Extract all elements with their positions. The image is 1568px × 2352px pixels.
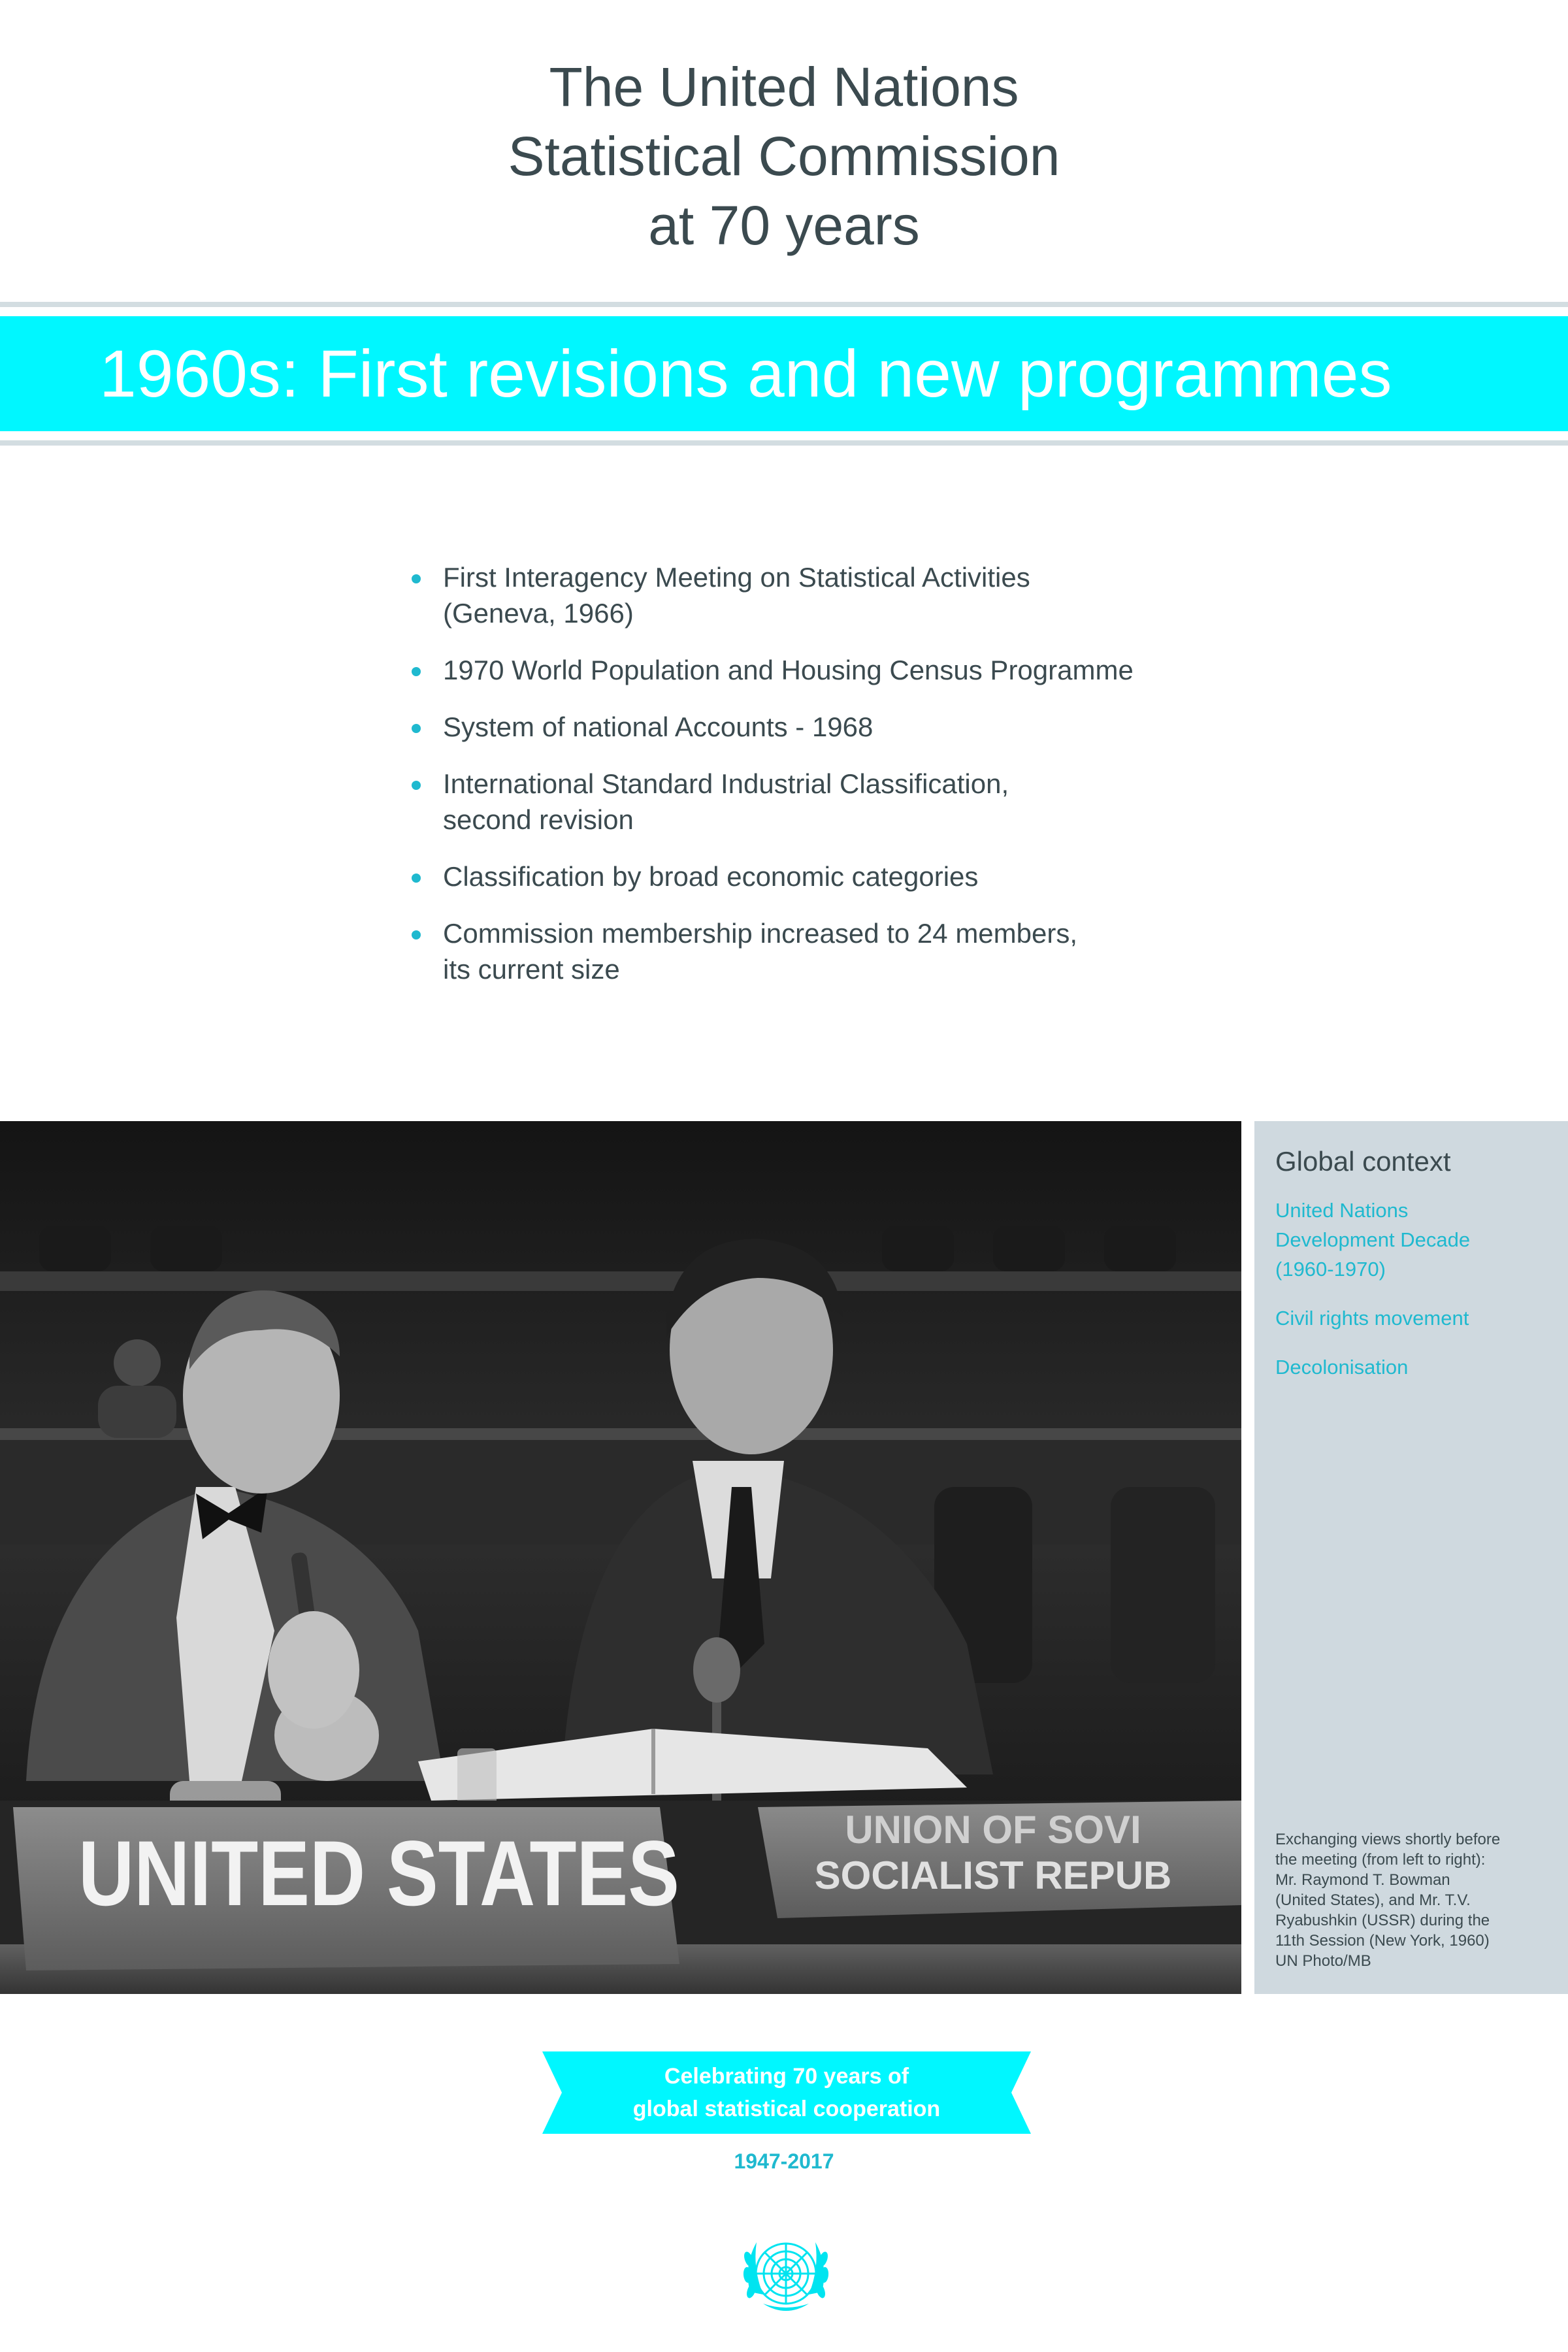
- list-item-line: International Standard Industrial Classification,: [443, 768, 1009, 799]
- ribbon-line-1: Celebrating 70 years of: [664, 2064, 909, 2089]
- bullet-dot-icon: [412, 781, 421, 790]
- bullet-dot-icon: [412, 574, 421, 583]
- list-item-line: 1970 World Population and Housing Census Programme: [443, 655, 1134, 685]
- section-banner: [0, 316, 1568, 431]
- bullet-dot-icon: [412, 874, 421, 883]
- context-item: [1275, 1196, 1550, 1284]
- nameplate-ussr-line-2: SOCIALIST REPUB: [814, 1854, 1172, 1897]
- context-item: [1275, 1303, 1550, 1333]
- nameplate-united-states: UNITED STATES: [78, 1821, 679, 1925]
- celebration-ribbon: [542, 2051, 1031, 2134]
- list-item-line: its current size: [443, 954, 620, 985]
- list-item-line: System of national Accounts - 1968: [443, 711, 874, 742]
- section-title: 1960s: First revisions and new programmes: [99, 336, 1392, 411]
- un-emblem-icon: [737, 2227, 835, 2325]
- list-item: [406, 652, 1256, 688]
- list-item: [406, 858, 1256, 894]
- list-item: [406, 709, 1256, 745]
- highlights-list: [406, 559, 1256, 1008]
- ribbon-line-2: global statistical cooperation: [632, 2097, 941, 2121]
- bullet-dot-icon: [412, 667, 421, 676]
- title-line-1: The United Nations: [549, 56, 1019, 118]
- global-context-sidebar: [1254, 1121, 1568, 1994]
- caption-line: 11th Session (New York, 1960): [1275, 1932, 1490, 1950]
- sidebar-heading: Global context: [1275, 1146, 1451, 1177]
- top-rule: [0, 302, 1568, 307]
- list-item: [406, 766, 1256, 838]
- caption-line: Ryabushkin (USSR) during the: [1275, 1912, 1490, 1929]
- photo-caption: [1275, 1829, 1550, 1971]
- context-item: [1275, 1352, 1550, 1382]
- list-item-line: (Geneva, 1966): [443, 598, 634, 629]
- title-line-3: at 70 years: [648, 195, 920, 256]
- context-item-line: (1960-1970): [1275, 1258, 1386, 1281]
- context-list: [1275, 1196, 1550, 1401]
- caption-line: UN Photo/MB: [1275, 1952, 1371, 1970]
- photo-illustration: [0, 1121, 1241, 1994]
- bullet-dot-icon: [412, 724, 421, 733]
- context-item-line: Decolonisation: [1275, 1356, 1409, 1379]
- bullet-dot-icon: [412, 930, 421, 939]
- list-item: [406, 559, 1256, 631]
- context-item-line: Development Decade: [1275, 1228, 1471, 1251]
- context-item-line: Civil rights movement: [1275, 1307, 1469, 1330]
- nameplate-ussr-line-1: UNION OF SOVI: [845, 1808, 1141, 1852]
- list-item-line: Classification by broad economic categories: [443, 861, 979, 892]
- caption-line: the meeting (from left to right):: [1275, 1851, 1486, 1869]
- page-title: [0, 52, 1568, 260]
- list-item-line: second revision: [443, 804, 634, 835]
- title-line-2: Statistical Commission: [508, 125, 1060, 187]
- bottom-rule: [0, 440, 1568, 446]
- ribbon-text: [542, 2051, 1031, 2134]
- caption-line: (United States), and Mr. T.V.: [1275, 1891, 1471, 1909]
- list-item-line: First Interagency Meeting on Statistical Activities: [443, 562, 1030, 593]
- list-item-line: Commission membership increased to 24 members,: [443, 918, 1078, 949]
- list-item: [406, 915, 1256, 987]
- context-item-line: United Nations: [1275, 1199, 1409, 1222]
- historical-photo: [0, 1121, 1241, 1994]
- caption-line: Mr. Raymond T. Bowman: [1275, 1871, 1450, 1889]
- caption-line: Exchanging views shortly before: [1275, 1831, 1501, 1848]
- anniversary-years: 1947-2017: [734, 2149, 834, 2173]
